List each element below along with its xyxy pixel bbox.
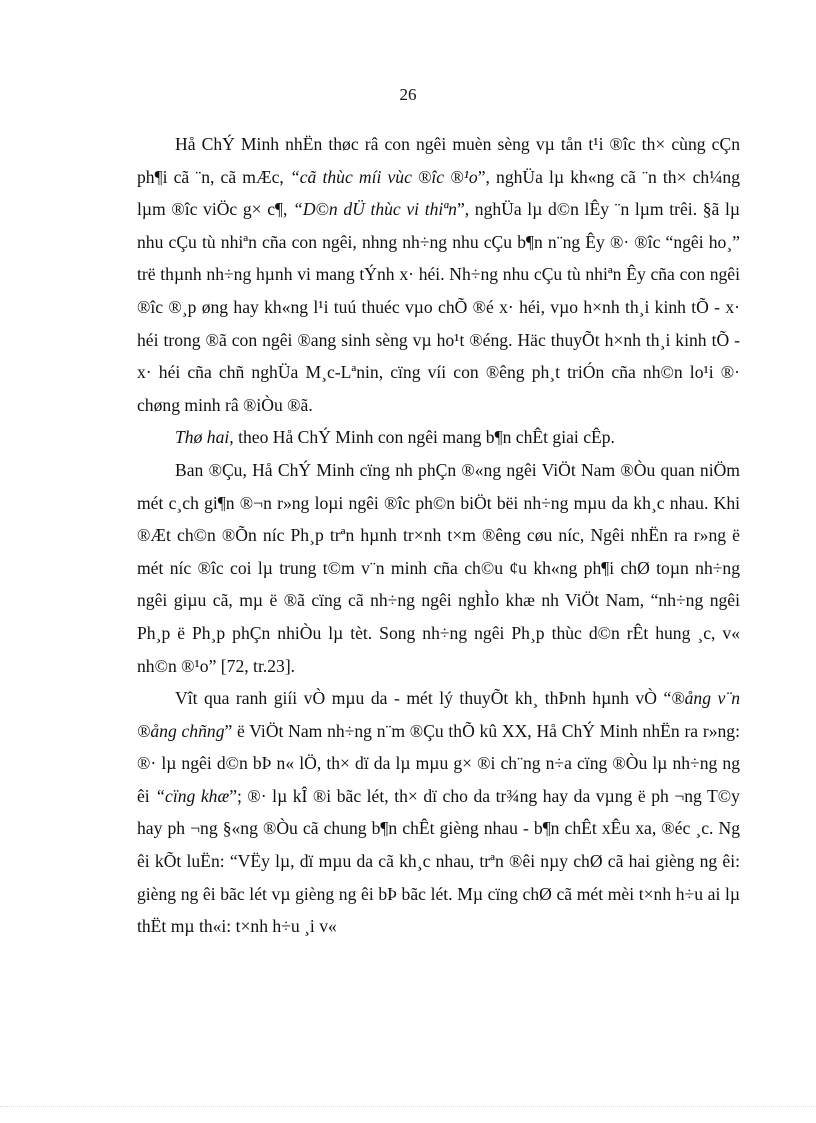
- text-run-italic: ®ång v¨n ®ång chñng: [137, 688, 741, 741]
- text-run: ” ë ViÖt Nam nh÷ng n¨m ®Çu thÕ kû XX, Hå ChÝ Minh nhËn ra r»ng: ®· lµ ngêi d©n bÞ n« lÖ, th× dï da lµ mµu g× ®i ch¨ng n÷a cïng ®Òu lµ nh÷ng ng êi: [137, 720, 740, 806]
- text-run-italic: Thø hai,: [175, 427, 234, 448]
- text-run-italic: “D©n dÜ thùc vi thiªn: [293, 199, 457, 220]
- text-run: Ban ®Çu, Hå ChÝ Minh cïng nh phÇn ®«ng ngêi ViÖt Nam ®Òu quan niÖm mét c¸ch gi¶n ®¬n r»ng loµi ngêi ®îc ph©n biÖt bëi nh÷ng mµu da kh¸c nhau. Khi ®Æt ch©n ®Õn níc Ph¸p trªn hµnh tr×nh t×m ®êng cøu níc, Ngêi nhËn ra r»ng ë mét níc ®îc coi lµ trung t©m v¨n minh cña ch©u ¢u kh«ng ph¶i chØ toµn nh÷ng ngêi giµu cã, mµ ë ®ã cïng cã nh÷ng ngêi nghÌo khæ nh ViÖt Nam, “nh÷ng ngêi Ph¸p ë Ph¸p phÇn nhiÒu lµ tèt. Song nh÷ng ngêi Ph¸p thùc d©n rÊt hung ¸c, v« nh©n ®¹o” [72, tr.23].: [137, 459, 740, 676]
- page-number: 26: [399, 85, 417, 104]
- paragraph-3: [137, 454, 740, 682]
- body-text: [137, 128, 740, 943]
- text-run: ”; ®· lµ kÎ ®i bãc lét, th× dï cho da tr¾ng hay da vµng ë ph ¬ng T©y hay ph ¬ng §«ng ®Òu cã chung b¶n chÊt gièng nhau - b¶n chÊt xÊu xa, ®éc ¸c. Ng êi kÕt luËn: “VËy lµ, dï mµu da cã kh¸c nhau, trªn ®êi nµy chØ cã hai gièng ng êi: gièng ng êi bãc lét vµ gièng ng êi bÞ bãc lét. Mµ cïng chØ cã mét mèi t×nh h÷u ai lµ thËt mµ th«i: t×nh h÷u ¸i v«: [137, 785, 740, 937]
- text-run: Vît qua ranh giíi vÒ mµu da - mét lý thuyÕt kh¸ thÞnh hµnh vÒ “: [175, 688, 672, 709]
- text-run: theo Hå ChÝ Minh con ngêi mang b¶n chÊt giai cÊp.: [233, 427, 615, 448]
- page-bottom-divider: [0, 1106, 816, 1107]
- paragraph-1: [137, 128, 740, 421]
- text-run: ”, nghÜa lµ d©n lÊy ¨n lµm trêi. §ã lµ nhu cÇu tù nhiªn cña con ngêi, nhng nh÷ng nhu cÇu b¶n n¨ng Êy ®· ®îc “ngêi ho¸” trë thµnh nh÷ng hµnh vi mang tÝnh x· héi. Nh÷ng nhu cÇu tù nhiªn Êy cña con ngêi ®îc ®¸p øng hay kh«ng l¹i tuú thuéc vµo chÕ ®é x· héi, vµo h×nh th¸i kinh tÕ - x· héi trong ®ã con ngêi ®ang sinh sèng vµ ho¹t ®éng. Häc thuyÕt h×nh th¸i kinh tÕ - x· héi cña chñ nghÜa M¸c-Lªnin, cïng víi con ®êng ph¸t triÓn cña nh©n lo¹i ®· chøng minh râ ®iÒu ®ã.: [137, 199, 740, 415]
- paragraph-4: [137, 682, 740, 943]
- paragraph-2: [137, 421, 740, 454]
- text-run: ”, nghÜa lµ kh«ng cã ¨n th× ch¼ng lµm ®îc viÖc g× c¶,: [137, 166, 741, 220]
- text-run-italic: “cã thùc míi vùc ®îc ®¹o: [289, 166, 478, 187]
- text-run: Hå ChÝ Minh nhËn thøc râ con ngêi muèn sèng vµ tån t¹i ®îc th× cùng cÇn ph¶i cã ¨n, cã mÆc,: [137, 134, 740, 187]
- text-run-italic: “cïng khæ: [155, 785, 230, 806]
